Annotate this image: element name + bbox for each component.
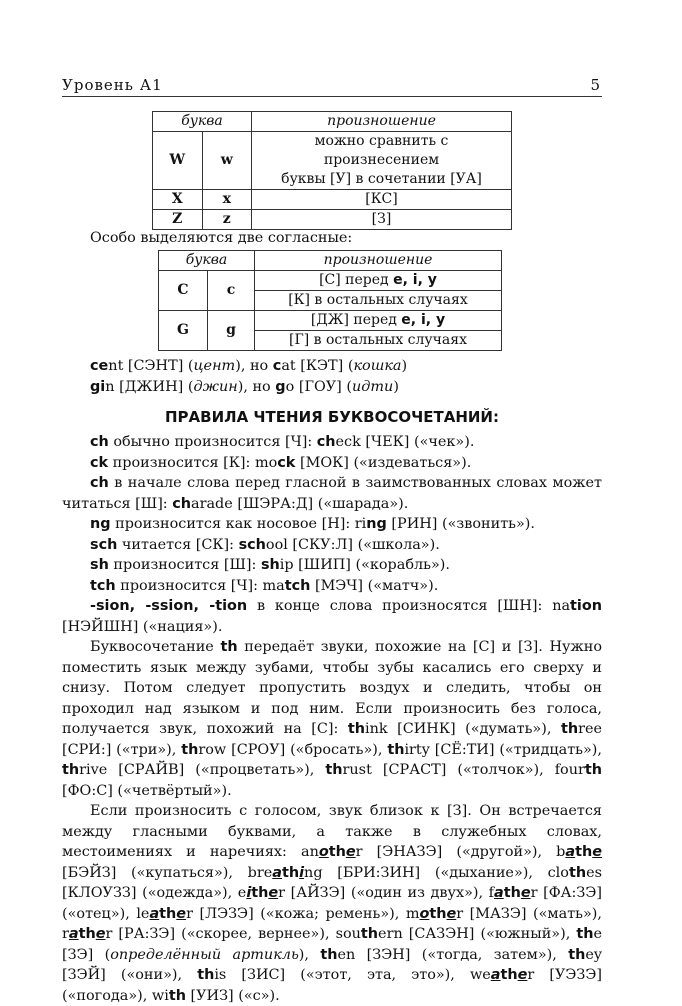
vowel-letter: e	[520, 885, 531, 901]
th-example-text: r [ЛЭЗЭ] («кожа; ремень»), m	[186, 905, 420, 922]
th-example-text: r [ЭНАЗЭ] («другой»), b	[355, 844, 566, 860]
vowel-letter: e	[517, 967, 528, 983]
page-number: 5	[590, 76, 600, 94]
rule-sch: sch читается [СК]: school [СКУ:Л] («школа»).	[90, 536, 440, 553]
pron-text: [С] перед	[319, 272, 394, 288]
th-example-text: ey [ЗЭЙ] («они»),	[62, 946, 602, 983]
letter-upper: X	[153, 190, 203, 210]
th-letters: th	[568, 864, 587, 881]
th-example-text: [ФО:С] («четвёртый»).	[62, 782, 232, 799]
vowel-letter: a	[490, 967, 501, 983]
example-gin: gin [ДЖИН] (джин), но go [ГОУ] (идти)	[90, 378, 399, 395]
pron-line: буквы [У] в сочетании [УА]	[281, 171, 482, 187]
th-letters: th	[328, 844, 346, 860]
pron-text: [ДЖ] перед	[310, 312, 402, 328]
th-example-text: ern [САЗЭН] («южный»),	[378, 926, 577, 942]
th-letters: th	[251, 885, 269, 901]
vowel-letter: a	[272, 864, 282, 881]
th-letters: th	[360, 926, 379, 942]
rules-list	[62, 432, 602, 1006]
vowel-letter: e	[592, 844, 602, 860]
pron-letters: e, i, y	[401, 312, 446, 328]
pron-cell	[255, 311, 502, 331]
th-voiced-paragraph: Если произносить с голосом, звук близок к [З]. Он встречается между гласными буквами, а также в служебных словах, местоимениях и наречиях: another [ЭНАЗЭ] («другой»), bathe [БЭЙЗ] («купаться»), breathing [БРИ:ЗИН] («дыхание»), clothes [КЛОУЗЗ] («одежда»), either [АЙЗЭ] («один из двух»), father [ФА:ЗЭ] («отец»), leather [ЛЭЗЭ] («кожа; ремень»), mother [МАЗЭ] («мать»), rather [РА:ЗЭ] («скорее, вернее»), southern [САЗЭН] («южный»), the [ЗЭ] (определённый артикль), then [ЗЭН] («тогда, затем»), they [ЗЭЙ] («они»), this [ЗИС] («этот, эта, это»), weather [УЭЗЭ] («погода»), with [УИЗ] («с»).	[62, 803, 602, 1004]
th-letters: th	[281, 864, 300, 881]
letter-upper: W	[153, 132, 203, 190]
pron-cell: [КС]	[252, 190, 512, 210]
example-lines	[90, 356, 602, 397]
letter-upper: G	[159, 311, 208, 351]
th-example-text: e [ЗЭ] (	[62, 926, 602, 963]
th-letters: th	[500, 967, 518, 983]
th-letters: th	[78, 926, 96, 942]
th-example-text: r [АЙЗЭ] («один из двух»), f	[278, 885, 495, 901]
level-label: Уровень А1	[62, 76, 163, 94]
section-title: ПРАВИЛА ЧТЕНИЯ БУКВОСОЧЕТАНИЙ:	[165, 408, 499, 426]
vowel-letter: a	[68, 926, 79, 942]
rule-sion: -sion, -ssion, -tion в конце слова произносятся [ШН]: nation [НЭЙШН] («нация»).	[62, 598, 602, 635]
page-header	[62, 74, 602, 97]
th-letters: th	[168, 987, 186, 1004]
vowel-letter: i	[246, 885, 252, 901]
rule-ch-loan: ch в начале слова перед гласной в заимствованных словах может читаться [Ш]: charade [ШЭРА:Д] («шарада»).	[62, 475, 602, 512]
rule-tch: tch произносится [Ч]: match [МЭЧ] («матч»).	[90, 577, 439, 594]
article-note: определённый артикль	[110, 946, 299, 963]
table-head-letter: буква	[153, 112, 252, 132]
pron-letters: e, i, y	[393, 272, 437, 288]
th-example-text: r [РА:ЗЭ] («скорее, вернее»), sou	[105, 926, 361, 942]
th-example-text: ree [СРИ:] («три»),	[62, 721, 602, 758]
th-letters: th	[429, 905, 447, 922]
th-example-text: is [ЗИС] («этот, эта, это»), we	[214, 967, 491, 983]
letter-upper: Z	[153, 210, 203, 230]
th-letters: th	[560, 721, 579, 737]
vowel-letter: e	[446, 905, 457, 922]
th-letters: th	[347, 721, 365, 737]
vowel-letter: a	[565, 844, 576, 860]
pron-cell	[252, 132, 512, 190]
th-letters: th	[325, 762, 343, 778]
vowel-letter: e	[176, 905, 187, 922]
vowel-letter: i	[299, 864, 305, 881]
letter-lower: c	[208, 271, 255, 311]
th-letters: th	[503, 885, 521, 901]
letters-table-wxz	[152, 111, 512, 230]
th-letters: th	[320, 946, 338, 963]
th-example-text: irty [СЁ:ТИ] («тридцать»),	[404, 741, 602, 758]
vowel-letter: a	[494, 885, 504, 901]
th-example-text: an	[300, 844, 319, 860]
th-letters: th	[575, 844, 593, 860]
vowel-letter: a	[149, 905, 160, 922]
th-letters: th	[568, 946, 586, 963]
letter-lower: z	[202, 210, 252, 230]
rule-ch: ch обычно произносится [Ч]: check [ЧЕК] («чек»).	[90, 434, 475, 450]
vowel-letter: e	[345, 844, 356, 860]
th-example-text: ng [БРИ:ЗИН] («дыхание»), clo	[304, 864, 569, 881]
th-example-text: es [КЛОУЗЗ] («одежда»), e	[62, 864, 602, 901]
table-head-pron: произношение	[255, 251, 502, 271]
th-letters: th	[387, 741, 405, 758]
letter-lower: w	[202, 132, 252, 190]
vowel-letter: e	[95, 926, 106, 942]
table-head-pron: произношение	[252, 112, 512, 132]
th-example-text: [БЭЙЗ] («купаться»), bre	[62, 864, 273, 881]
th-letters: th	[576, 926, 594, 942]
letter-upper: C	[159, 271, 208, 311]
pron-cell: [З]	[252, 210, 512, 230]
th-example-text: [УИЗ] («с»).	[185, 987, 280, 1004]
pron-line: можно сравнить с произнесением	[314, 133, 449, 168]
vowel-letter: o	[318, 844, 329, 860]
letter-lower: x	[202, 190, 252, 210]
intro-consonants: Особо выделяются две согласные:	[90, 230, 353, 246]
th-example-text: row [СРОУ] («бросать»),	[198, 741, 388, 758]
pron-cell: [Г] в остальных случаях	[255, 331, 502, 351]
th-example-text: ),	[298, 946, 321, 963]
th-example-text: rive [СРАЙВ] («процветать»),	[79, 762, 326, 778]
th-letters: th	[181, 741, 199, 758]
th-letters: th	[197, 967, 215, 983]
rule-sh: sh произносится [Ш]: ship [ШИП] («корабль»).	[90, 557, 450, 573]
vowel-letter: o	[419, 905, 430, 922]
table-head-letter: буква	[159, 251, 255, 271]
th-example-text: en [ЗЭН] («тогда, затем»),	[337, 946, 569, 963]
th-example-text: r [МАЗЭ] («мать»), r	[62, 905, 602, 942]
rule-ng: ng произносится как носовое [Н]: ring [РИН] («звонить»).	[90, 516, 535, 532]
th-example-text: ink [СИНК] («думать»),	[365, 721, 561, 737]
th-example-text: r [УЭЗЭ] («погода»), wi	[62, 967, 602, 1004]
th-example-text: rust [СРАСТ] («толчок»), four	[342, 762, 585, 778]
th-letters: th	[584, 762, 602, 778]
th-letters: th	[62, 762, 80, 778]
th-voiceless-paragraph: Буквосочетание th передаёт звуки, похожие на [С] и [З]. Нужно поместить язык между зубами, чтобы зубы касались его сверху и снизу. Потом следует пропустить воздух и следить, чтобы он проходил над языком и под ним. Если произносить без голоса, получается звук, похожий на [С]: think [СИНК] («думать»), three [СРИ:] («три»), throw [СРОУ] («бросать»), thirty [СЁ:ТИ] («тридцать»), thrive [СРАЙВ] («процветать»), thrust [СРАСТ] («толчок»), fourth [ФО:С] («четвёртый»).	[62, 639, 603, 799]
pron-cell: [К] в остальных случаях	[255, 291, 502, 311]
letter-lower: g	[208, 311, 255, 351]
th-example-text: r [ФА:ЗЭ] («отец»), le	[62, 885, 602, 922]
rule-ck: ck произносится [К]: mock [МОК] («издеваться»).	[90, 454, 472, 471]
th-letters: th	[159, 905, 177, 922]
pron-cell	[255, 271, 502, 291]
letters-table-cg	[158, 250, 502, 351]
vowel-letter: e	[268, 885, 279, 901]
example-cent: cent [СЭНТ] (цент), но cat [КЭТ] (кошка)	[90, 358, 408, 374]
